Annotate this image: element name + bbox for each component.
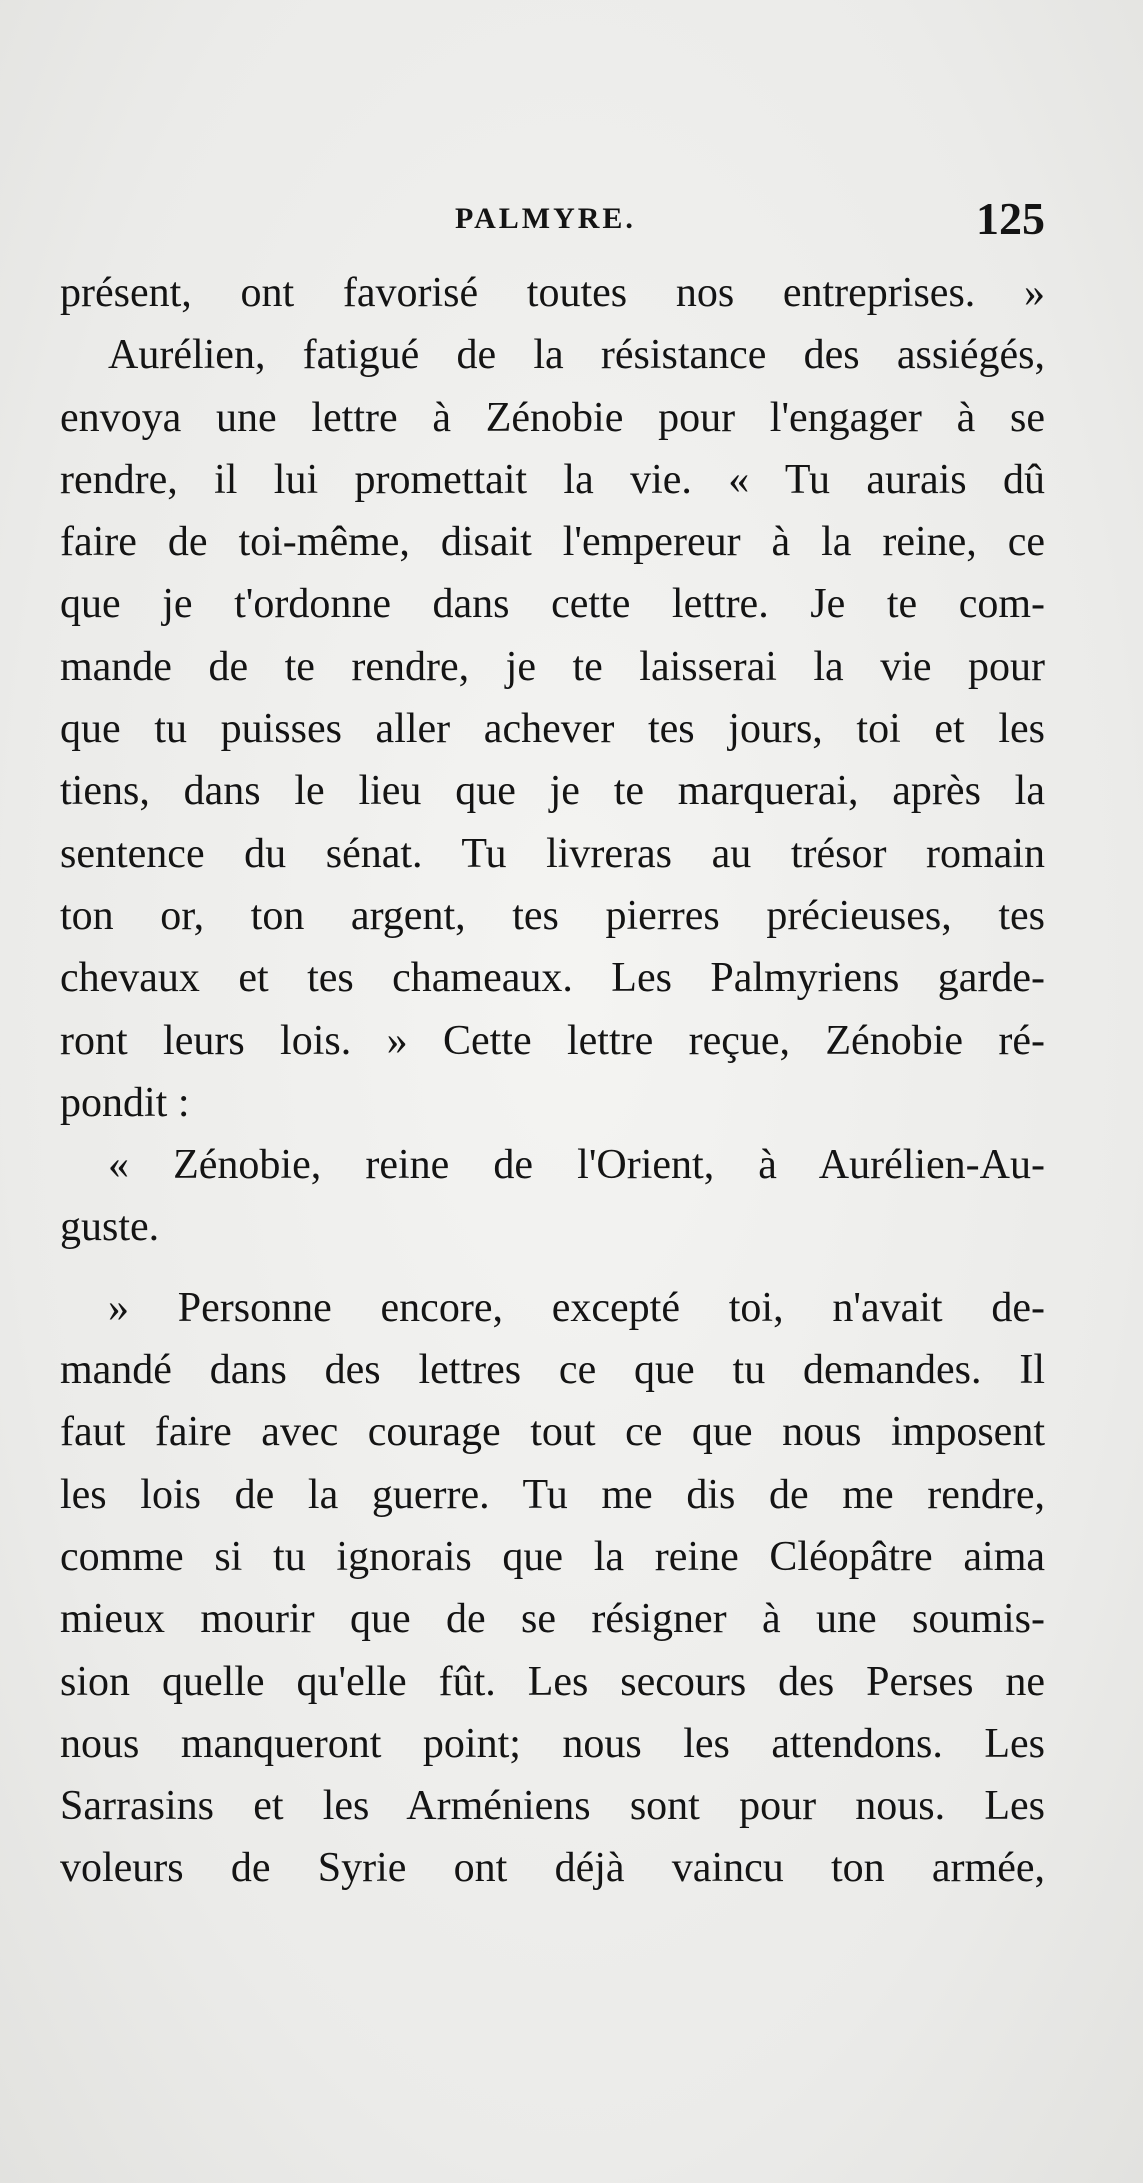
text-line: sentence du sénat. Tu livreras au trésor romain [60, 830, 1045, 877]
text-line: faut faire avec courage tout ce que nous imposent [60, 1409, 1045, 1456]
page-header [60, 192, 1045, 252]
text-line: sion quelle qu'elle fût. Les secours des Perses ne [60, 1658, 1045, 1705]
text-line: » Personne encore, excepté toi, n'avait de- [108, 1284, 1045, 1331]
text-line: pondit : [60, 1079, 190, 1126]
text-line: guste. [60, 1204, 160, 1251]
text-line: comme si tu ignorais que la reine Cléopâtre aima [60, 1533, 1045, 1580]
text-line: Aurélien, fatigué de la résistance des assiégés, [108, 332, 1045, 379]
text-line: que tu puisses aller achever tes jours, toi et les [60, 706, 1045, 753]
text-line: que je t'ordonne dans cette lettre. Je te com- [60, 581, 1045, 628]
text-line: ront leurs lois. » Cette lettre reçue, Zénobie ré- [60, 1017, 1045, 1064]
text-line: rendre, il lui promettait la vie. « Tu aurais dû [60, 456, 1045, 503]
body-text [60, 262, 1045, 1900]
text-line: mieux mourir que de se résigner à une soumis- [60, 1596, 1045, 1643]
text-line: Sarrasins et les Arméniens sont pour nous. Les [60, 1783, 1045, 1830]
text-line: ton or, ton argent, tes pierres précieuses, tes [60, 892, 1045, 939]
text-line: tiens, dans le lieu que je te marquerai, après la [60, 768, 1045, 815]
text-line: envoya une lettre à Zénobie pour l'engager à se [60, 394, 1045, 441]
text-line: les lois de la guerre. Tu me dis de me rendre, [60, 1471, 1045, 1518]
text-line: chevaux et tes chameaux. Les Palmyriens garde- [60, 955, 1045, 1002]
running-title: PALMYRE. [455, 202, 636, 235]
page-number: 125 [976, 193, 1045, 244]
text-line: présent, ont favorisé toutes nos entreprises. » [60, 270, 1045, 316]
text-line: voleurs de Syrie ont déjà vaincu ton armée, [60, 1845, 1045, 1892]
text-line: mandé dans des lettres ce que tu demandes. Il [60, 1347, 1045, 1394]
text-line: faire de toi-même, disait l'empereur à la reine, ce [60, 519, 1045, 566]
text-line: mande de te rendre, je te laisserai la vie pour [60, 643, 1045, 690]
text-line: nous manqueront point; nous les attendons. Les [60, 1720, 1045, 1767]
text-line: « Zénobie, reine de l'Orient, à Aurélien-Au- [108, 1142, 1045, 1189]
